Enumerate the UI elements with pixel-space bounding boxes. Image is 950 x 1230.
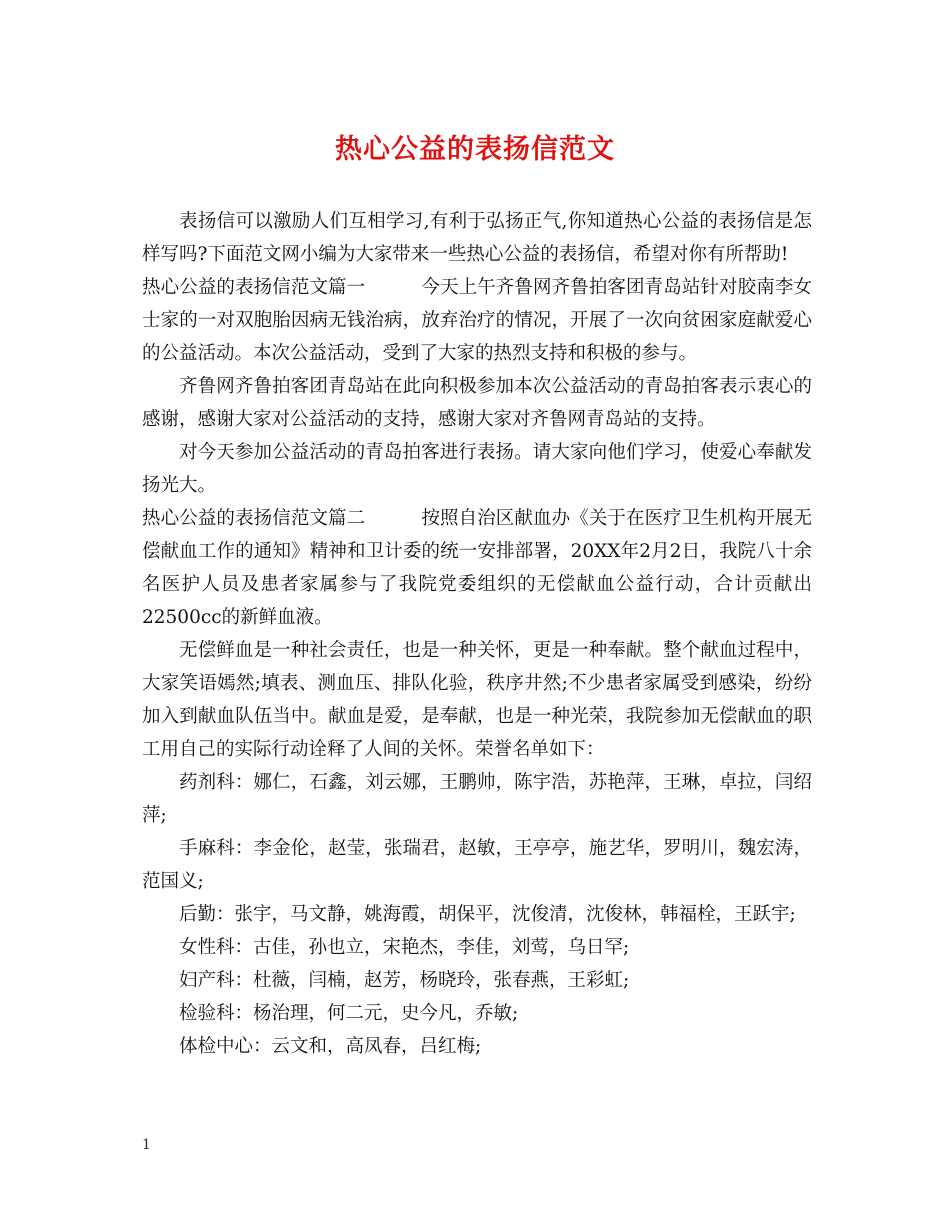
document-body: [142, 205, 812, 1063]
paragraph: [142, 964, 812, 997]
paragraph-text: 药剂科：娜仁，石鑫，刘云娜，王鹏帅，陈宇浩，苏艳萍，王琳，卓拉，闫绍萍;: [142, 772, 812, 826]
page-number: 1: [142, 1137, 151, 1153]
paragraph: [142, 271, 812, 370]
paragraph-text: 检验科：杨治理，何二元，史今凡，乔敏;: [179, 1003, 519, 1024]
paragraph: [142, 832, 812, 898]
paragraph-text: 表扬信可以激励人们互相学习,有利于弘扬正气,你知道热心公益的表扬信是怎样写吗?下面范文网小编为大家带来一些热心公益的表扬信，希望对你有所帮助!: [142, 211, 812, 265]
paragraph: [142, 370, 812, 436]
paragraph: [142, 1030, 812, 1063]
paragraph: [142, 205, 812, 271]
paragraph: [142, 997, 812, 1030]
section-heading: 热心公益的表扬信范文篇一: [142, 277, 366, 298]
paragraph-text: 女性科：古佳，孙也立，宋艳杰，李佳，刘莺，乌日罕;: [179, 937, 630, 958]
paragraph: [142, 502, 812, 634]
paragraph: [142, 931, 812, 964]
paragraph-text: 今天上午齐鲁网齐鲁拍客团青岛站针对胶南李女士家的一对双胞胎因病无钱治病，放弃治疗的情况，开展了一次向贫困家庭献爱心的公益活动。本次公益活动，受到了大家的热烈支持和积极的参与。: [142, 277, 812, 364]
paragraph-text: 无偿鲜血是一种社会责任，也是一种关怀，更是一种奉献。整个献血过程中，大家笑语嫣然;填表、测血压、排队化验，秩序井然;不少患者家属受到感染，纷纷加入到献血队伍当中。献血是爱，是奉献，也是一种光荣，我院参加无偿献血的职工用自己的实际行动诠释了人间的关怀。荣誉名单如下：: [142, 640, 812, 760]
paragraph-text: 体检中心：云文和，高凤春，吕红梅;: [179, 1036, 482, 1057]
paragraph-text: 后勤：张宇，马文静，姚海霞，胡保平，沈俊清，沈俊林，韩福栓，王跃宇;: [179, 904, 796, 925]
section-heading: 热心公益的表扬信范文篇二: [142, 508, 366, 529]
paragraph: [142, 898, 812, 931]
paragraph-text: 对今天参加公益活动的青岛拍客进行表扬。请大家向他们学习，使爱心奉献发扬光大。: [142, 442, 812, 496]
paragraph-text: 手麻科：李金伦，赵莹，张瑞君，赵敏，王亭亭，施艺华，罗明川，魏宏涛，范国义;: [142, 838, 812, 892]
paragraph: [142, 634, 812, 766]
paragraph-text: 按照自治区献血办《关于在医疗卫生机构开展无偿献血工作的通知》精神和卫计委的统一安排部署，20XX年2月2日，我院八十余名医护人员及患者家属参与了我院党委组织的无偿献血公益行动，合计贡献出22500cc的新鲜血液。: [142, 508, 812, 628]
paragraph-text: 妇产科：杜薇，闫楠，赵芳，杨晓玲，张春燕，王彩虹;: [179, 970, 630, 991]
document-title: 热心公益的表扬信范文: [335, 134, 615, 165]
paragraph: [142, 436, 812, 502]
paragraph-text: 齐鲁网齐鲁拍客团青岛站在此向积极参加本次公益活动的青岛拍客表示衷心的感谢，感谢大家对公益活动的支持，感谢大家对齐鲁网青岛站的支持。: [142, 376, 812, 430]
paragraph: [142, 766, 812, 832]
